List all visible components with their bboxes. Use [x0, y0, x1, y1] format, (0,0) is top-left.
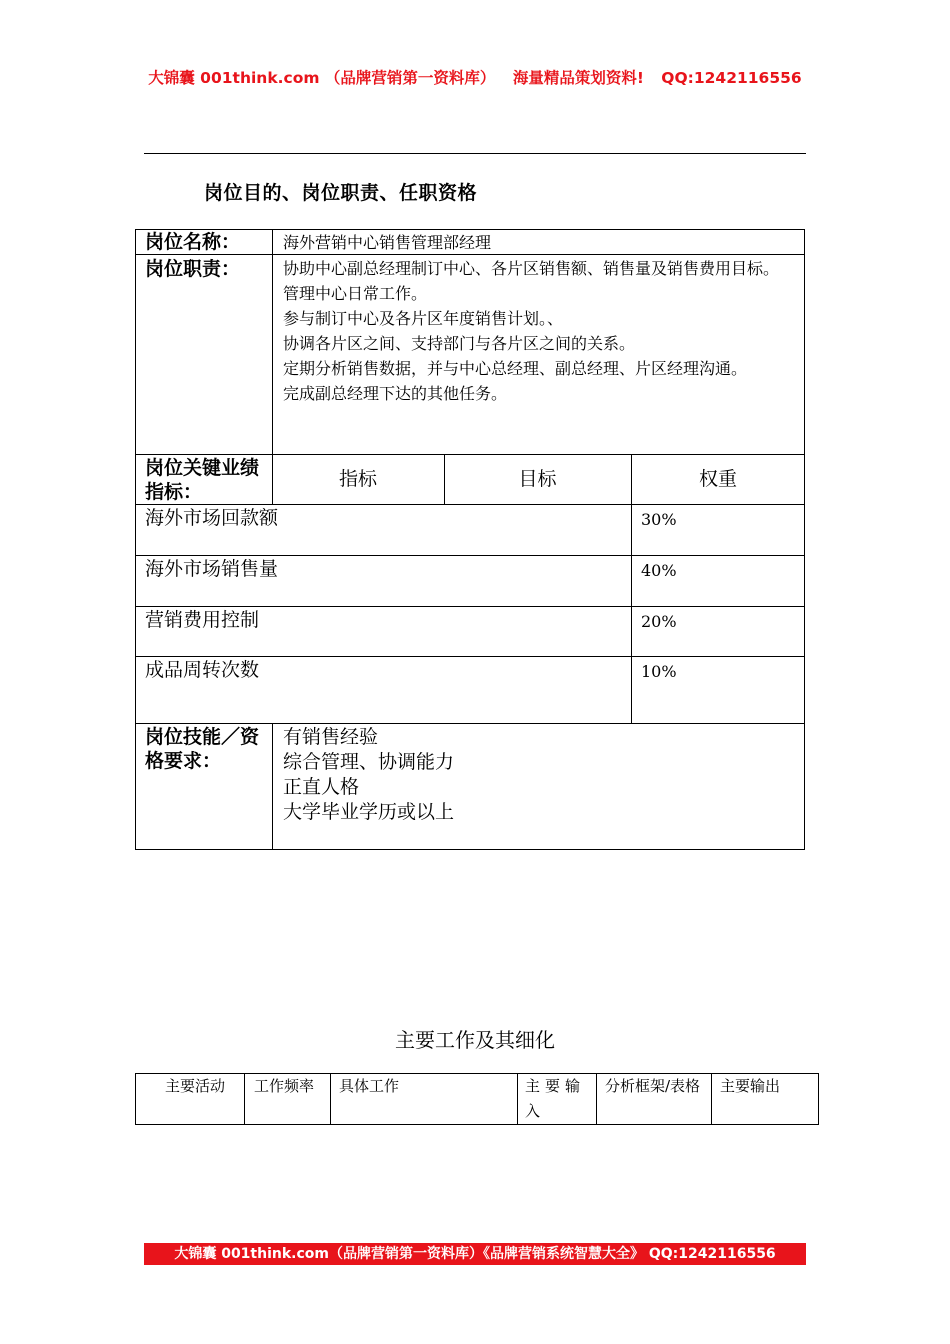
work-section-title: 主要工作及其细化	[395, 1028, 555, 1052]
row-line	[135, 454, 805, 455]
row-line	[135, 504, 805, 505]
kpi-indicator: 海外市场回款额	[145, 507, 279, 529]
work-header-activity: 主要活动	[164, 1077, 225, 1095]
duty-item: 定期分析销售数据，并与中心总经理、副总经理、片区经理沟通。	[283, 359, 748, 378]
work-header-framework: 分析框架/表格	[605, 1077, 701, 1095]
skills-label: 岗位技能／资格要求：	[145, 726, 260, 772]
duty-item: 协调各片区之间、支持部门与各片区之间的关系。	[283, 334, 636, 353]
kpi-indicator: 海外市场销售量	[145, 558, 279, 580]
kpi-header-indicator: 指标	[338, 468, 377, 490]
kpi-header-weight: 权重	[698, 468, 737, 490]
kpi-indicator: 成品周转次数	[145, 659, 260, 681]
col-line	[711, 1073, 712, 1125]
kpi-weight: 20%	[641, 612, 677, 631]
kpi-header-target: 目标	[518, 468, 557, 490]
skills-list	[283, 725, 454, 825]
kpi-weight: 10%	[641, 662, 677, 681]
header-banner	[0, 66, 950, 88]
job-name-label: 岗位名称：	[145, 231, 241, 253]
duties-list	[283, 256, 801, 406]
work-header-output: 主要输出	[720, 1077, 781, 1095]
work-header-frequency: 工作频率	[254, 1077, 315, 1095]
skill-item: 有销售经验	[283, 726, 379, 748]
header-brand: 大锦囊 001think.com （品牌营销第一资料库）	[148, 69, 496, 87]
col-line	[330, 1073, 331, 1125]
work-header-input: 主要输入	[525, 1077, 586, 1120]
skill-item: 综合管理、协调能力	[283, 751, 455, 773]
duty-item: 参与制订中心及各片区年度销售计划。、	[283, 309, 564, 328]
row-line	[135, 555, 805, 556]
job-name-value: 海外营销中心销售管理部经理	[283, 233, 492, 252]
duty-item: 协助中心副总经理制订中心、各片区销售额、销售量及销售费用目标。	[283, 259, 780, 278]
header-qq: QQ:1242116556	[661, 69, 802, 87]
kpi-indicator: 营销费用控制	[145, 609, 260, 631]
col-line	[631, 454, 632, 723]
header-slogan: 海量精品策划资料!	[512, 69, 644, 87]
row-line	[135, 656, 805, 657]
col-line	[517, 1073, 518, 1125]
footer-banner: 大锦囊 001think.com（品牌营销第一资料库）《品牌营销系统智慧大全》 QQ:1242116556	[144, 1243, 806, 1265]
work-header-specific: 具体工作	[339, 1077, 400, 1095]
duties-label: 岗位职责：	[145, 258, 241, 280]
kpi-label: 岗位关键业绩指标：	[145, 457, 260, 503]
col-line	[272, 229, 273, 505]
row-line	[135, 606, 805, 607]
section-title: 岗位目的、岗位职责、任职资格	[204, 182, 478, 204]
kpi-weight: 40%	[641, 561, 677, 580]
skill-item: 正直人格	[283, 776, 360, 798]
col-line	[596, 1073, 597, 1125]
kpi-weight: 30%	[641, 510, 677, 529]
row-line	[135, 723, 805, 724]
duty-item: 管理中心日常工作。	[283, 284, 428, 303]
duty-item: 完成副总经理下达的其他任务。	[283, 384, 508, 403]
col-line	[272, 723, 273, 850]
skill-item: 大学毕业学历或以上	[283, 801, 455, 823]
header-rule	[144, 153, 806, 154]
